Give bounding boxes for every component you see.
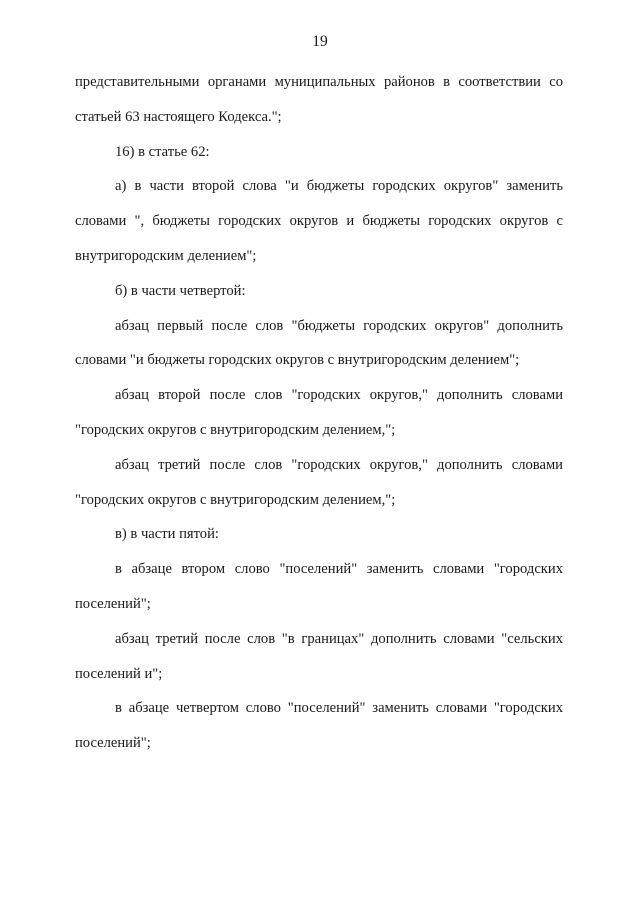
paragraph-4: б) в части четвертой: [115,282,246,299]
paragraph-11: в абзаце четвертом слово "поселений" заменить словами "городских поселений"; [75,700,563,752]
paragraph-2: 16) в статье 62: [115,143,210,160]
paragraph-3: а) в части второй слова "и бюджеты городских округов" заменить словами ", бюджеты городских округов и бюджеты городских округов с внутригородским делением"; [75,178,563,264]
paragraph-7: абзац третий после слов "городских округов," дополнить словами "городских округов с внутригородским делением,"; [75,456,563,508]
paragraph-8: в) в части пятой: [115,526,219,543]
paragraph-6: абзац второй после слов "городских округов," дополнить словами "городских округов с внутригородским делением,"; [75,387,563,438]
paragraph-10: абзац третий после слов "в границах" дополнить словами "сельских поселений и"; [75,630,563,682]
paragraph-9: в абзаце втором слово "поселений" заменить словами "городских поселений"; [75,561,563,612]
paragraph-1: представительными органами муниципальных районов в соответствии со статьей 63 настоящего Кодекса."; [75,74,563,125]
document-body [75,65,563,761]
paragraph-5: абзац первый после слов "бюджеты городских округов" дополнить словами "и бюджеты городских округов с внутригородским делением"; [75,317,563,369]
page-number: 19 [312,33,328,50]
